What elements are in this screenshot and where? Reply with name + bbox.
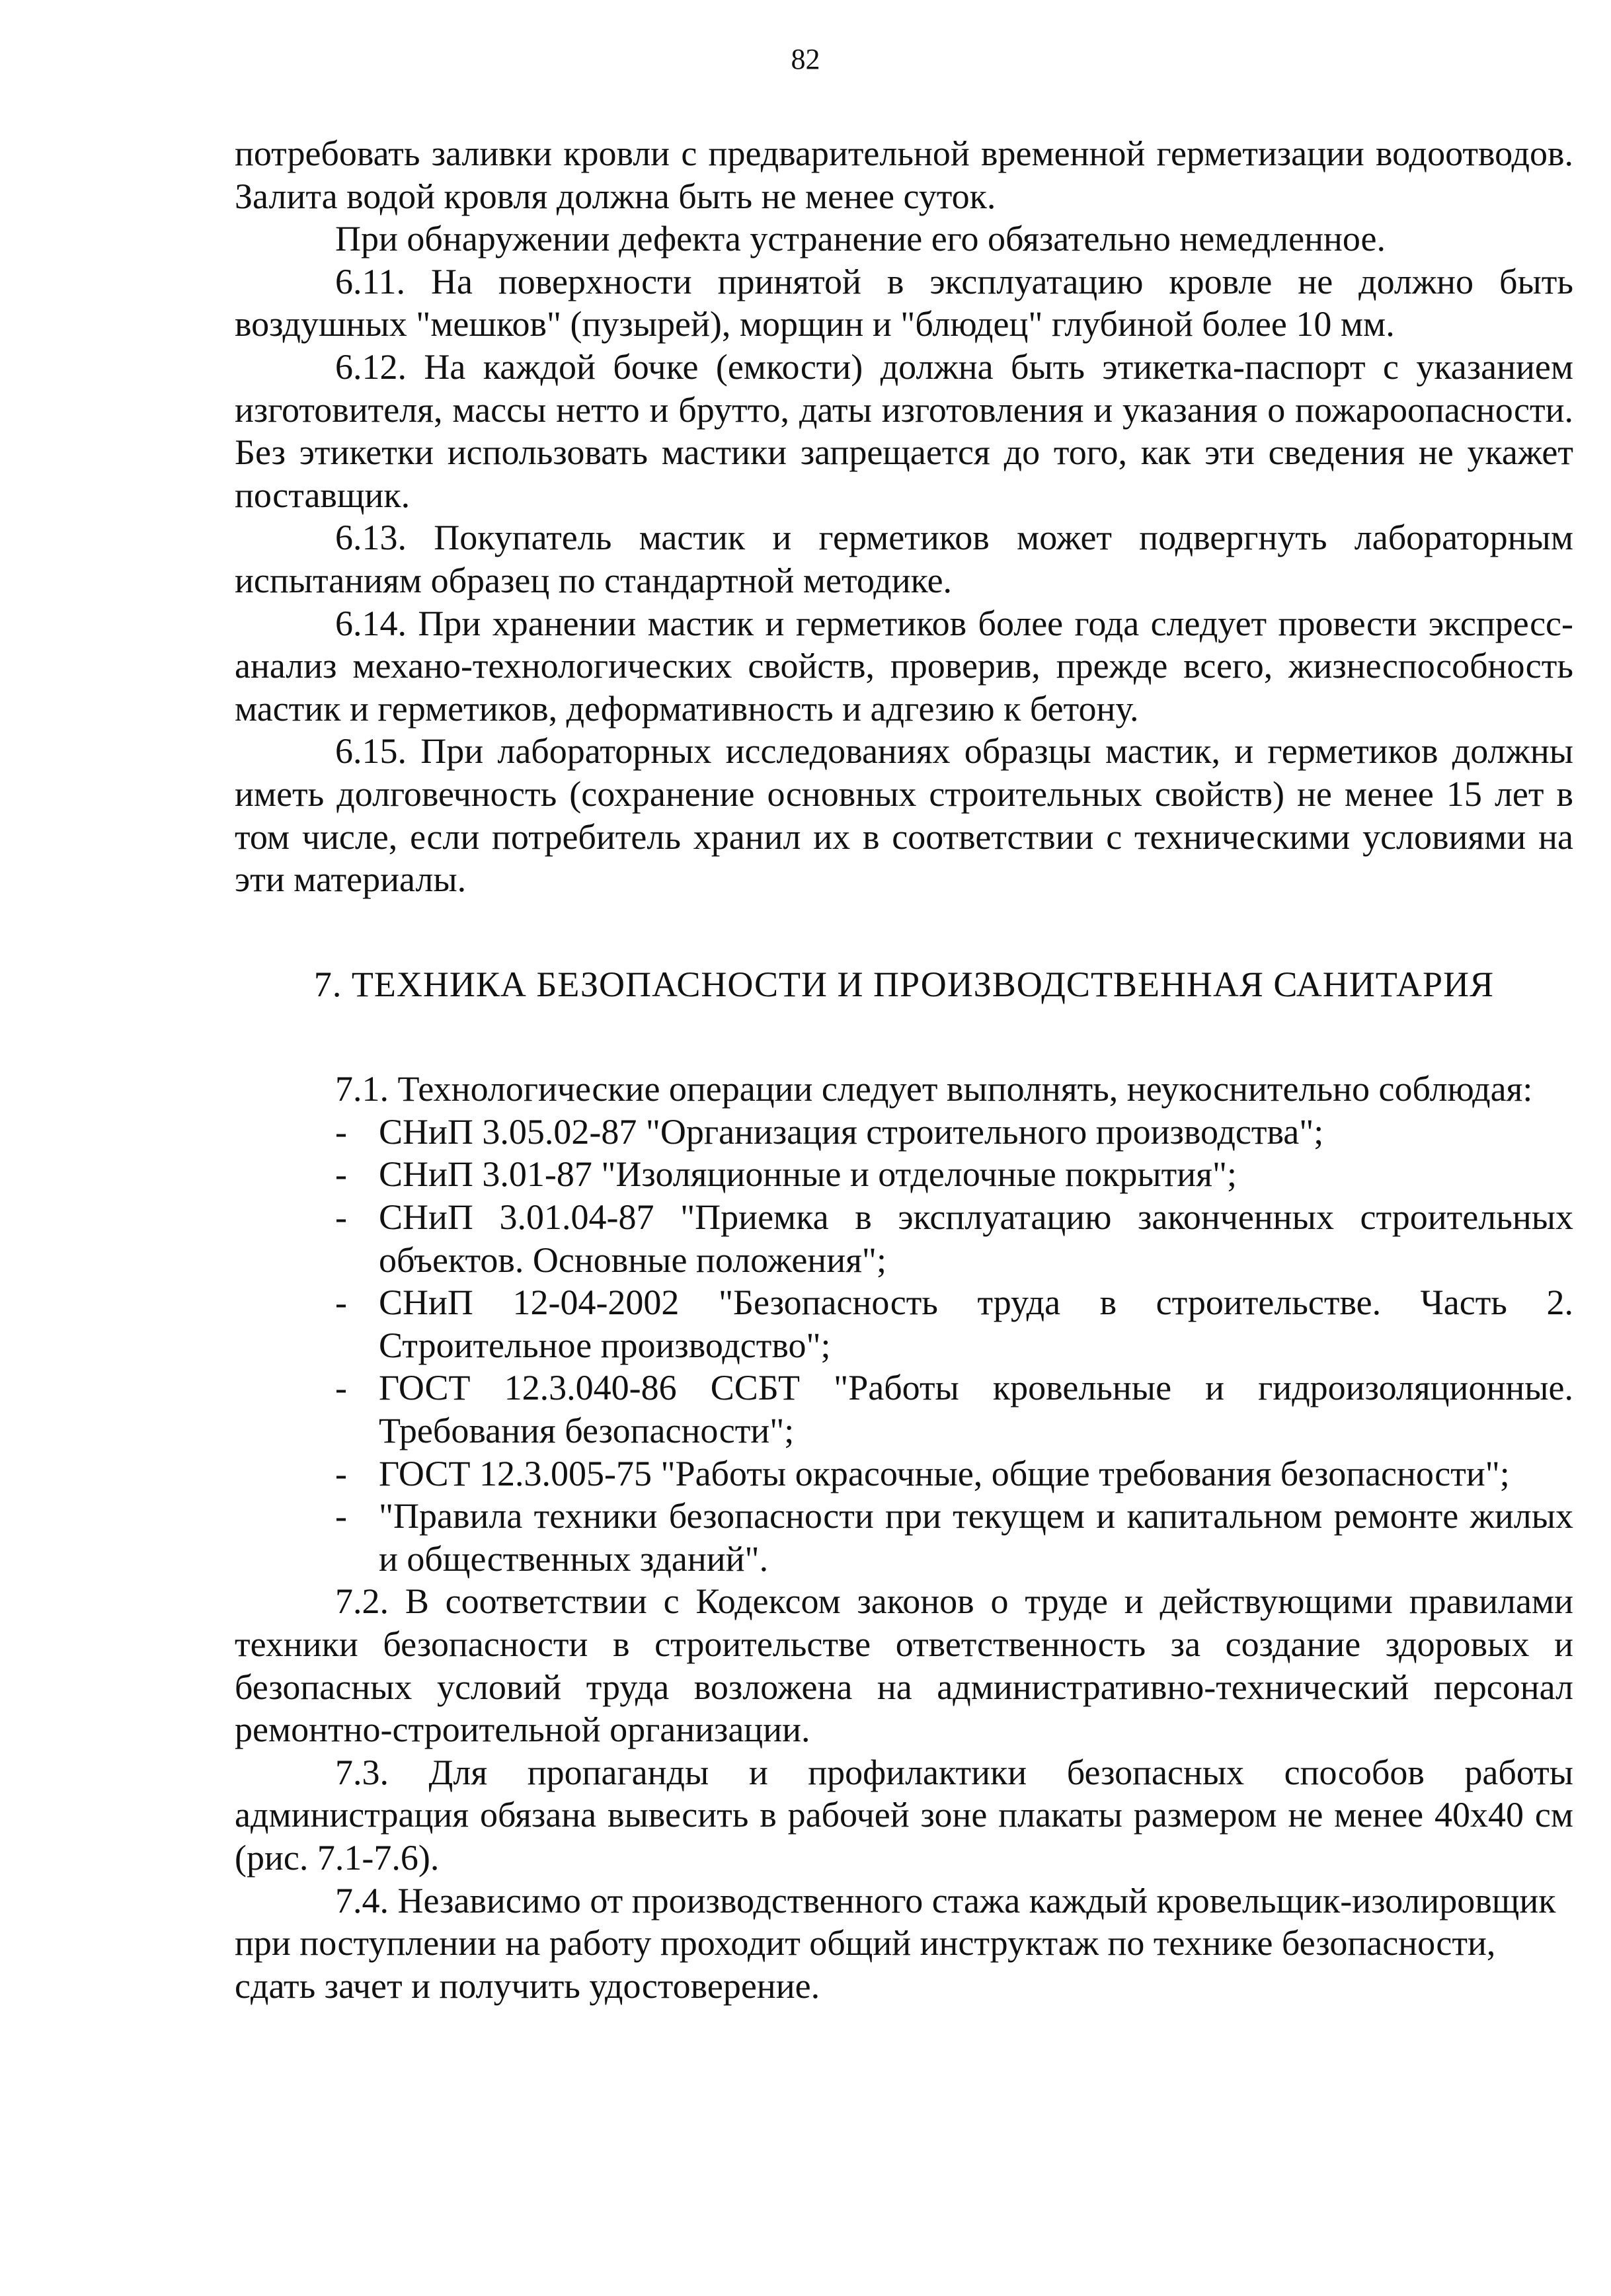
paragraph-7-4: 7.4. Независимо от производственного стажа каждый кровельщик-изолировщик при поступлении на работу проходит общий инструктаж по технике безопасности, сдать зачет и получить удостоверение. [235, 1880, 1556, 2006]
paragraph-6-13: 6.13. Покупатель мастик и герметиков может подвергнуть лабораторным испытаниям образец по стандартной методике. [235, 518, 1573, 600]
paragraph-6-15: 6.15. При лабораторных исследованиях образцы мастик, и герметиков должны иметь долговечность (сохранение основных строительных свойств) не менее 15 лет в том числе, если потребитель хранил их в соответствии с техническими условиями на эти материалы. [235, 731, 1573, 900]
list-item: - "Правила техники безопасности при текущем и капитальном ремонте жилых и общественных зданий". [235, 1495, 1573, 1580]
paragraph-continuation: потребовать заливки кровли с предварительной временной герметизации водоотводов. Залита водой кровля должна быть не менее суток. [235, 134, 1573, 216]
paragraph-7-2: 7.2. В соответствии с Кодексом законов о труде и действующими правилами техники безопасности в строительстве ответственность за создание здоровых и безопасных условий труда возложена на административно-технический персонал ремонтно-строительной организации. [235, 1581, 1573, 1750]
paragraph-7-1: 7.1. Технологические операции следует выполнять, неукоснительно соблюдая: [335, 1069, 1533, 1109]
list-item: - СНиП 12-04-2002 "Безопасность труда в строительстве. Часть 2. Строительное производство"; [235, 1281, 1573, 1366]
paragraph-6-14: 6.14. При хранении мастик и герметиков более года следует провести экспресс-анализ механо-технологических свойств, проверив, прежде всего, жизнеспособность мастик и герметиков, деформативность и адгезию к бетону. [235, 603, 1573, 729]
paragraph-defect: При обнаружении дефекта устранение его обязательно немедленное. [335, 219, 1386, 259]
list-item: - ГОСТ 12.3.040-86 ССБТ "Работы кровельные и гидроизоляционные. Требования безопасности"; [235, 1366, 1573, 1452]
page-number: 82 [791, 43, 820, 75]
regulations-list [235, 1111, 1573, 1581]
section-heading: 7. ТЕХНИКА БЕЗОПАСНОСТИ И ПРОИЗВОДСТВЕННАЯ САНИТАРИЯ [313, 964, 1495, 1004]
list-item: - СНиП 3.01.04-87 "Приемка в эксплуатацию законченных строительных объектов. Основные положения"; [235, 1196, 1573, 1281]
paragraph-6-12: 6.12. На каждой бочке (емкости) должна быть этикетка-паспорт с указанием изготовителя, массы нетто и брутто, даты изготовления и указания о пожароопасности. Без этикетки использовать мастики запрещается до того, как эти сведения не укажет поставщик. [235, 346, 1573, 515]
list-item: - СНиП 3.05.02-87 "Организация строительного производства"; [235, 1111, 1573, 1154]
page-body [235, 132, 1573, 2007]
list-item: - СНиП 3.01-87 "Изоляционные и отделочные покрытия"; [235, 1153, 1573, 1196]
paragraph-7-3: 7.3. Для пропаганды и профилактики безопасных способов работы администрация обязана вывесить в рабочей зоне плакаты размером не менее 40х40 см (рис. 7.1-7.6). [235, 1752, 1573, 1878]
list-item: - ГОСТ 12.3.005-75 "Работы окрасочные, общие требования безопасности"; [235, 1452, 1573, 1495]
paragraph-6-11: 6.11. На поверхности принятой в эксплуатацию кровле не должно быть воздушных "мешков" (пузырей), морщин и "блюдец" глубиной более 10 мм. [235, 261, 1573, 344]
